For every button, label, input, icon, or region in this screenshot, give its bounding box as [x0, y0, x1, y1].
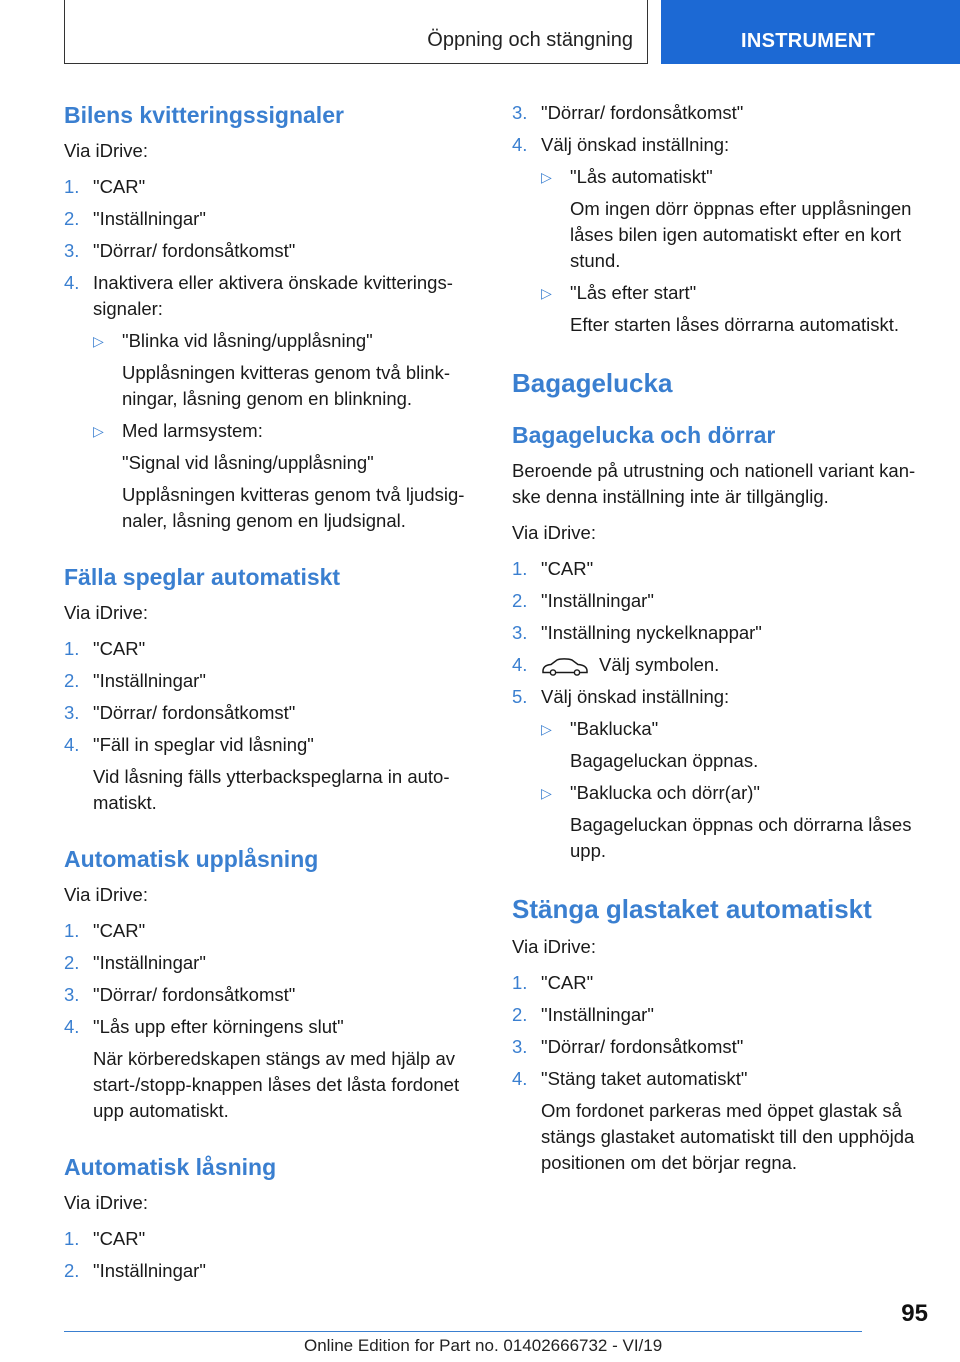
triangle-bullet-icon: ▷: [93, 423, 104, 439]
list-item: 2. "Inställningar": [64, 208, 206, 229]
paragraph: Bagageluckan öppnas och dörrarna låses upp.: [570, 814, 912, 861]
list-item: 2. "Inställningar": [64, 670, 206, 691]
list-item: 4. Välj önskad inställning:: [512, 134, 730, 155]
chapter-heading: Stänga glastaket automatiskt: [512, 894, 872, 924]
paragraph: Beroende på utrustning och nationell variant kan-ske denna inställning inte är tillgänglig.: [512, 460, 916, 507]
instrument-tab-label: INSTRUMENT: [741, 30, 876, 52]
list-item: 4. "Stäng taket automatiskt": [512, 1068, 748, 1089]
triangle-bullet-icon: ▷: [541, 785, 552, 801]
list-item: 4. Välj symbolen.: [512, 654, 720, 675]
car-key-icon: [541, 656, 589, 676]
sub-list-item: ▷ "Lås automatiskt": [512, 164, 932, 190]
footer-divider: [64, 1331, 862, 1332]
paragraph: När körberedskapen stängs av med hjälp av start-/stopp-knappen låses det låsta fordonet upp automatiskt.: [93, 1048, 460, 1121]
list-item: 2. "Inställningar": [64, 1260, 206, 1281]
section-title: Öppning och stängning: [427, 29, 633, 51]
section-heading: Automatisk låsning: [64, 1154, 277, 1180]
list-item: 2. "Inställningar": [512, 590, 654, 611]
list-item: 1. "CAR": [64, 1228, 146, 1249]
list-item: 3. "Inställning nyckelknappar": [512, 622, 762, 643]
footer-edition: Online Edition for Part no. 01402666732 - VI/19: [304, 1336, 663, 1355]
list-item: 1. "CAR": [64, 638, 146, 659]
list-item: 3. "Dörrar/ fordonsåtkomst": [64, 984, 296, 1005]
section-header: [64, 0, 648, 64]
list-item: 4. "Fäll in speglar vid låsning": [64, 734, 314, 755]
list-item: 5. Välj önskad inställning:: [512, 686, 730, 707]
paragraph: Vid låsning fälls ytterbackspeglarna in auto-matiskt.: [93, 766, 450, 813]
right-column: [512, 100, 932, 1182]
list-item: 3. "Dörrar/ fordonsåtkomst": [512, 1036, 744, 1057]
list-item: 3. "Dörrar/ fordonsåtkomst": [512, 102, 744, 123]
list-item: 2. "Inställningar": [512, 1004, 654, 1025]
paragraph: Om ingen dörr öppnas efter upplåsningen låses bilen igen automatiskt efter en kort stund.: [570, 198, 912, 271]
triangle-bullet-icon: ▷: [541, 721, 552, 737]
list-item: 3. "Dörrar/ fordonsåtkomst": [64, 702, 296, 723]
list-item: 1. "CAR": [64, 920, 146, 941]
paragraph: Om fordonet parkeras med öppet glastak så stängs glastaket automatiskt till den upphöjda positionen om det börjar regna.: [541, 1100, 915, 1173]
section-heading: Fälla speglar automatiskt: [64, 564, 341, 590]
section-heading: Automatisk upplåsning: [64, 846, 319, 872]
via-idrive: Via iDrive:: [512, 936, 596, 957]
chapter-heading: Bagagelucka: [512, 368, 673, 398]
instrument-tab[interactable]: [661, 0, 960, 64]
section-heading: Bilens kvitteringssignaler: [64, 102, 344, 128]
list-item: 1. "CAR": [64, 176, 146, 197]
paragraph: Efter starten låses dörrarna automatiskt.: [570, 314, 900, 335]
page-number: 95: [901, 1300, 928, 1327]
paragraph: Upplåsningen kvitteras genom två ljudsig-naler, låsning genom en ljudsignal.: [122, 484, 465, 531]
list-item: 1. "CAR": [512, 972, 594, 993]
paragraph: Bagageluckan öppnas.: [570, 750, 759, 771]
sub-list-item: ▷ "Blinka vid låsning/upplåsning": [64, 328, 479, 354]
paragraph: Upplåsningen kvitteras genom två blink-ningar, låsning genom en blinkning.: [122, 362, 451, 409]
via-idrive: Via iDrive:: [64, 602, 148, 623]
via-idrive: Via iDrive:: [64, 1192, 148, 1213]
sub-list-item: ▷ Med larmsystem:: [64, 418, 479, 444]
list-item: 2. "Inställningar": [64, 952, 206, 973]
sub-list-item: ▷ "Lås efter start": [512, 280, 932, 306]
list-item: 4. "Lås upp efter körningens slut": [64, 1016, 344, 1037]
left-column: [64, 100, 479, 1290]
paragraph: "Signal vid låsning/upplåsning": [122, 452, 374, 473]
via-idrive: Via iDrive:: [64, 884, 148, 905]
via-idrive: Via iDrive:: [64, 140, 148, 161]
list-item: 4. Inaktivera eller aktivera önskade kvitterings-signaler:: [64, 272, 453, 319]
section-heading: Bagagelucka och dörrar: [512, 422, 776, 448]
triangle-bullet-icon: ▷: [541, 169, 552, 185]
list-item: 1. "CAR": [512, 558, 594, 579]
triangle-bullet-icon: ▷: [541, 285, 552, 301]
sub-list-item: ▷ "Baklucka och dörr(ar)": [512, 780, 932, 806]
via-idrive: Via iDrive:: [512, 522, 596, 543]
sub-list-item: ▷ "Baklucka": [512, 716, 932, 742]
list-item: 3. "Dörrar/ fordonsåtkomst": [64, 240, 296, 261]
triangle-bullet-icon: ▷: [93, 333, 104, 349]
